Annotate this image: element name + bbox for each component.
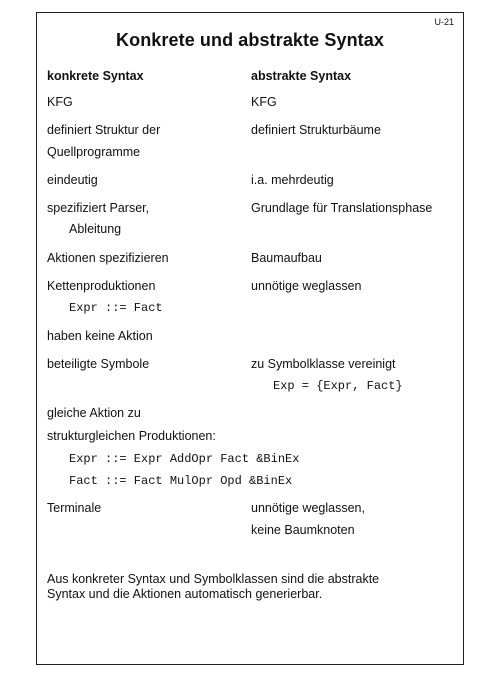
row-same-action-left-1: gleiche Aktion zu: [47, 406, 141, 420]
row-actions-right: Baumaufbau: [251, 251, 322, 265]
row-same-action-code-2: Fact ::= Fact MulOpr Opd &BinEx: [69, 474, 293, 488]
row-kfg-right: KFG: [251, 95, 277, 109]
row-structure-left-1: definiert Struktur der: [47, 123, 161, 137]
row-terminals-right-1: unnötige weglassen,: [251, 501, 365, 515]
row-structure-left-2: Quellprogramme: [47, 145, 141, 159]
slide-number: U-21: [434, 17, 454, 27]
row-actions-left: Aktionen spezifizieren: [47, 251, 169, 265]
row-parser-right: Grundlage für Translationsphase: [251, 201, 433, 215]
page-title: Konkrete und abstrakte Syntax: [116, 30, 384, 50]
slide-frame: [36, 12, 464, 665]
footer-note: [47, 572, 379, 602]
footer-line-1: Aus konkreter Syntax und Symbolklassen sind die abstrakte: [47, 572, 380, 586]
row-no-action-left: haben keine Aktion: [47, 329, 153, 343]
row-terminals-left: Terminale: [47, 501, 102, 515]
row-chain-code: Expr ::= Fact: [69, 301, 163, 315]
row-terminals-right-2: keine Baumknoten: [251, 523, 355, 537]
row-chain-left: Kettenproduktionen: [47, 279, 156, 293]
row-kfg-left: KFG: [47, 95, 73, 109]
row-parser-left-1: spezifiziert Parser,: [47, 201, 150, 215]
row-structure-right: definiert Strukturbäume: [251, 123, 381, 137]
row-chain-right: unnötige weglassen: [251, 279, 362, 293]
header-concrete-syntax: konkrete Syntax: [47, 69, 144, 83]
row-unambiguous-left: eindeutig: [47, 173, 98, 187]
row-symbols-code: Exp = {Expr, Fact}: [273, 379, 403, 393]
row-parser-left-2: Ableitung: [69, 222, 122, 236]
row-same-action-code-1: Expr ::= Expr AddOpr Fact &BinEx: [69, 452, 300, 466]
row-unambiguous-right: i.a. mehrdeutig: [251, 173, 334, 187]
row-symbols-left: beteiligte Symbole: [47, 357, 150, 371]
header-abstract-syntax: abstrakte Syntax: [251, 69, 352, 83]
row-symbols-right: zu Symbolklasse vereinigt: [251, 357, 396, 371]
row-same-action-left-2: strukturgleichen Produktionen:: [47, 429, 216, 443]
footer-line-2: Syntax und die Aktionen automatisch generierbar.: [47, 587, 323, 601]
